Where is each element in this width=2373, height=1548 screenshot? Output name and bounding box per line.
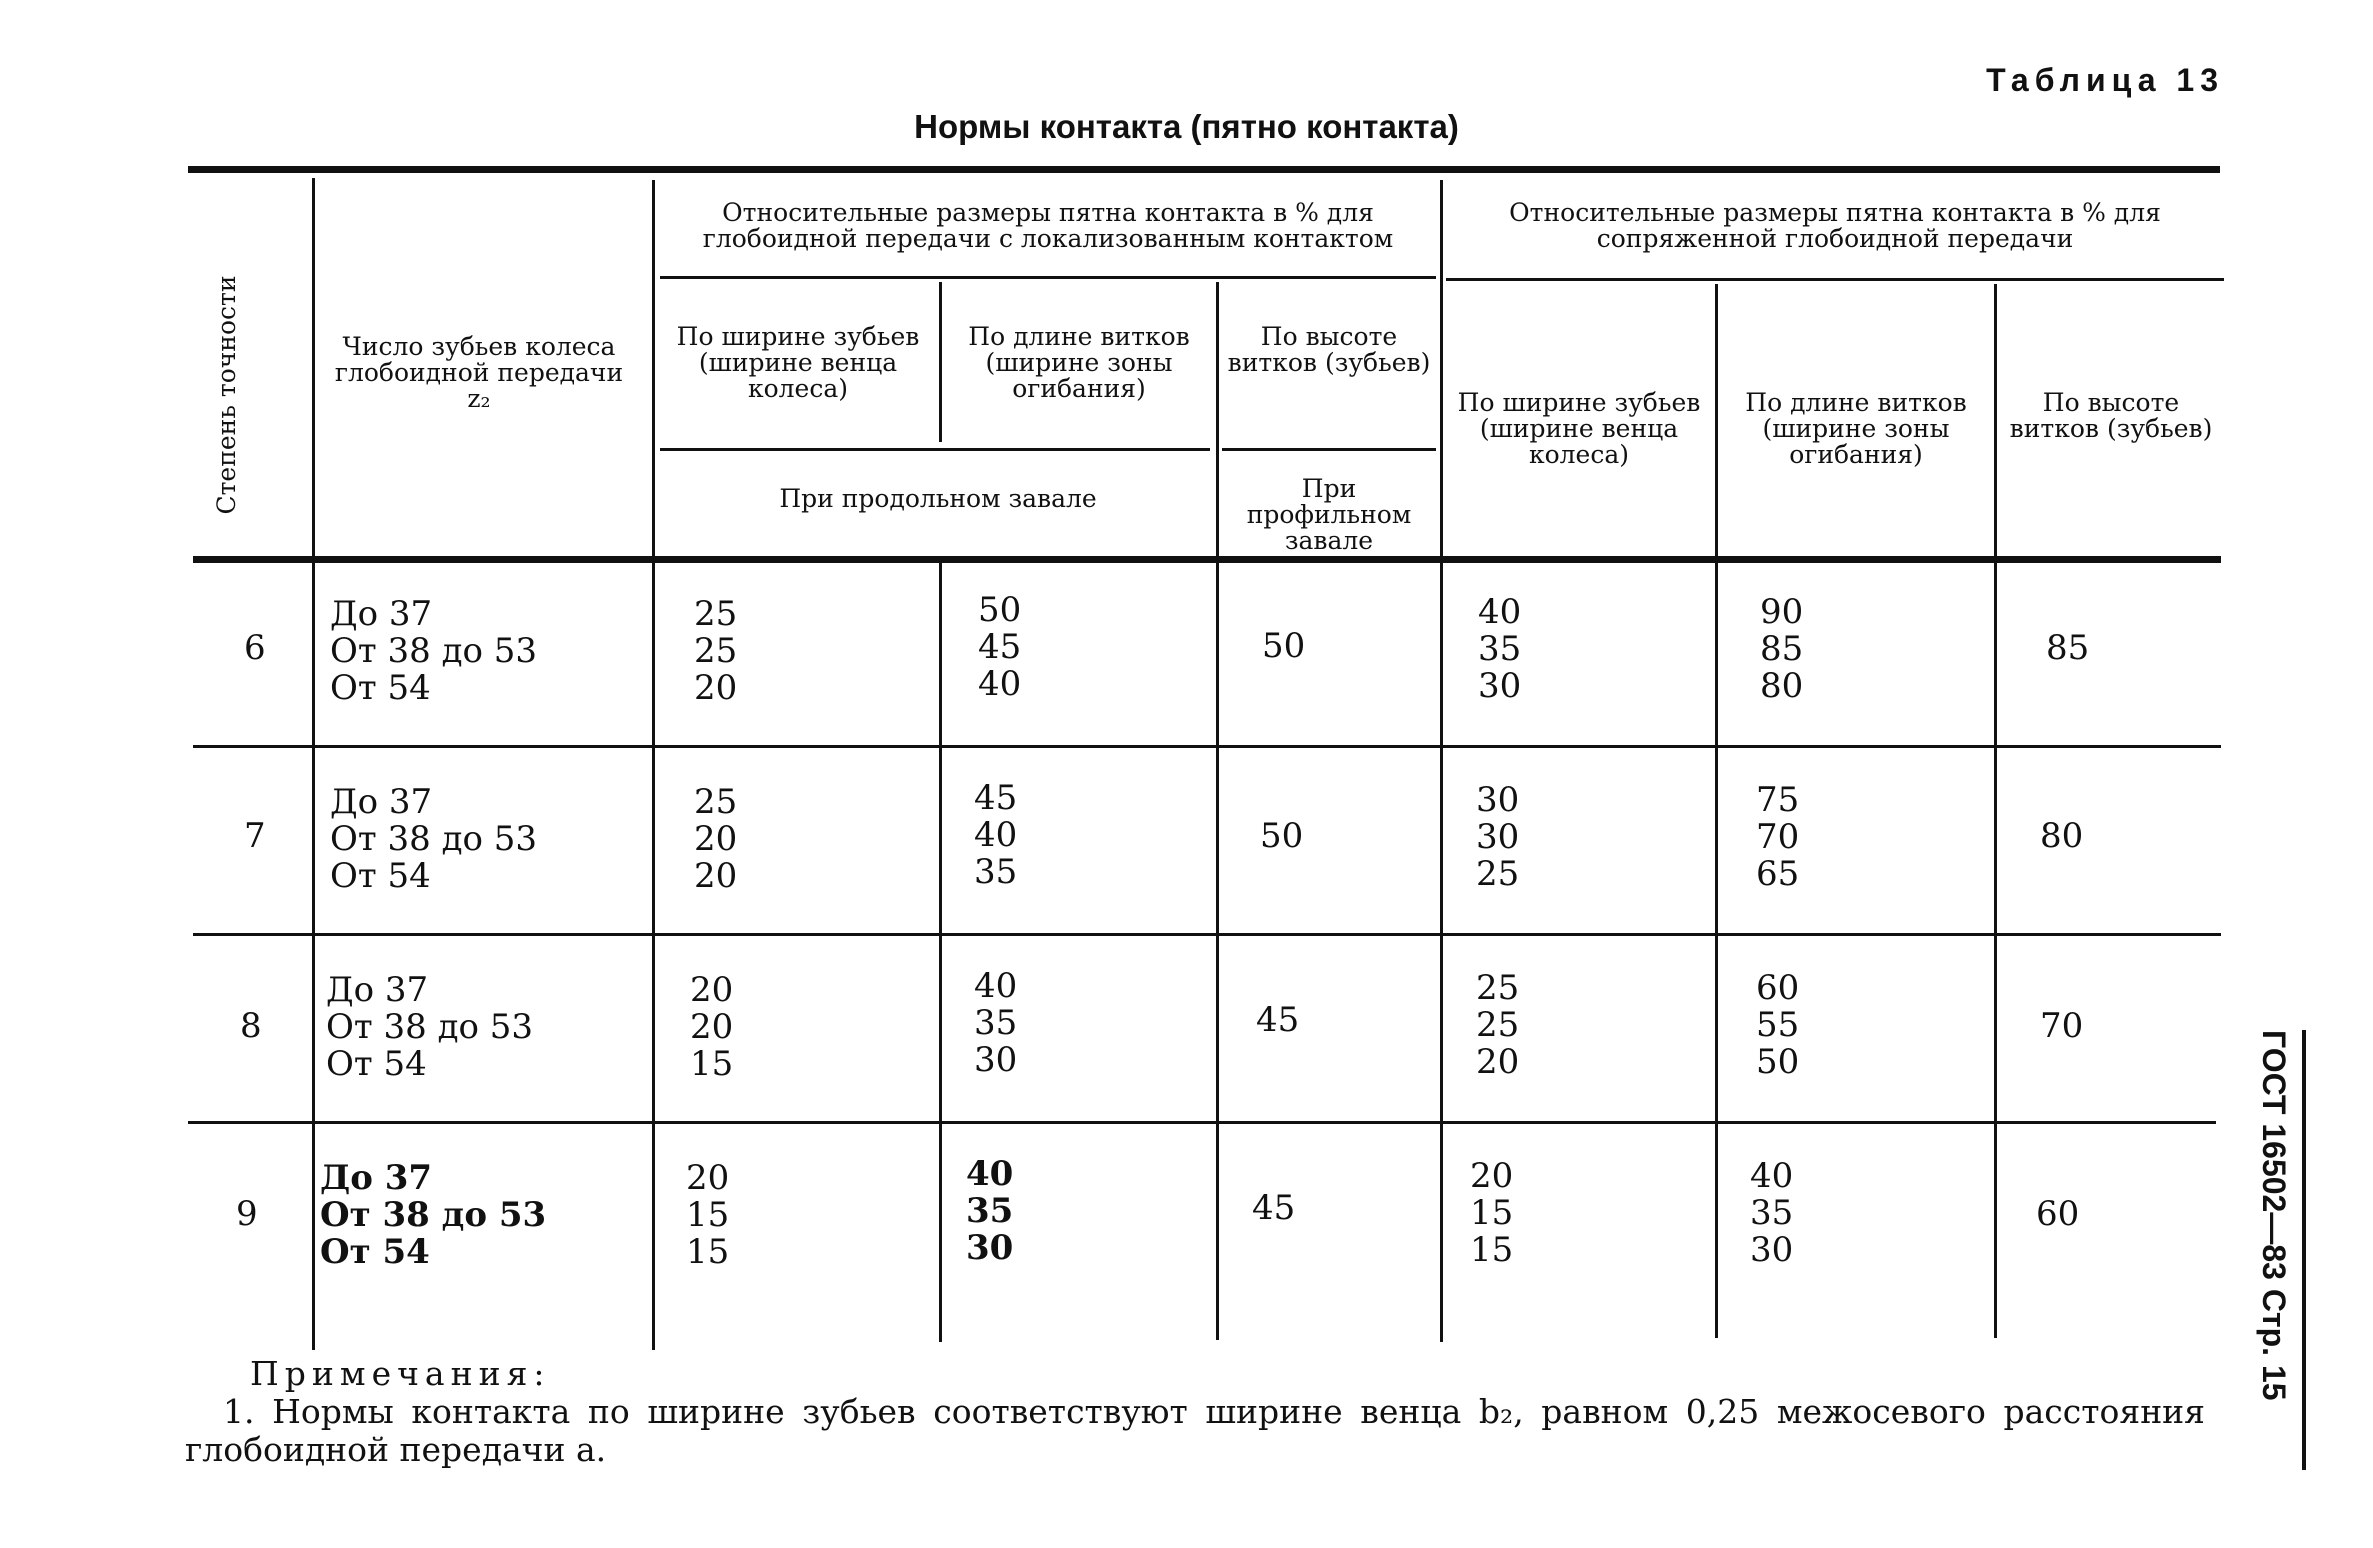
conj-height-cell: 60 bbox=[2036, 1194, 2080, 1234]
col-rule-3 bbox=[939, 282, 942, 442]
header-longitudinal-fold: При продольном завале bbox=[779, 484, 1097, 513]
loc-length-cell: 40 35 30 bbox=[974, 966, 1018, 1080]
header-profile-fold: При профильном завале bbox=[1246, 474, 1412, 555]
grade-cell: 6 bbox=[244, 628, 266, 668]
teeth-cell: До 37 От 38 до 53 От 54 bbox=[330, 594, 538, 708]
loc-length-cell: 45 40 35 bbox=[974, 778, 1018, 892]
loc-length-cell: 40 35 30 bbox=[966, 1154, 1014, 1268]
loc-height-cell: 50 bbox=[1260, 816, 1304, 856]
header-local-length: По длине витков (ширине зоны огибания) bbox=[968, 322, 1190, 403]
conj-width-cell: 30 30 25 bbox=[1476, 780, 1520, 894]
loc-width-cell: 25 25 20 bbox=[694, 594, 738, 708]
header-local-height: По высоте витков (зубьев) bbox=[1227, 322, 1431, 377]
conj-length-cell: 60 55 50 bbox=[1756, 968, 1800, 1082]
col-rule-1 bbox=[312, 178, 315, 1350]
col-rule-4 bbox=[1216, 282, 1219, 1340]
header-conj-width: По ширине зубьев (ширине венца колеса) bbox=[1457, 388, 1701, 469]
grade-cell: 9 bbox=[236, 1194, 258, 1234]
header-local-width: По ширине зубьев (ширине венца колеса) bbox=[676, 322, 920, 403]
loc-height-cell: 50 bbox=[1262, 626, 1306, 666]
conj-length-cell: 90 85 80 bbox=[1760, 592, 1804, 706]
table-title: Нормы контакта (пятно контакта) bbox=[914, 108, 1459, 145]
header-conj-length: По длине витков (ширине зоны огибания) bbox=[1745, 388, 1967, 469]
conj-width-cell: 40 35 30 bbox=[1478, 592, 1522, 706]
subhead-profile-rule bbox=[1222, 448, 1436, 451]
loc-width-cell: 20 15 15 bbox=[686, 1158, 730, 1272]
conj-height-cell: 80 bbox=[2040, 816, 2084, 856]
notes-section bbox=[185, 1355, 2205, 1469]
group-local-rule bbox=[660, 276, 1436, 279]
header-accuracy-grade: Степень точности bbox=[212, 275, 241, 515]
note-1: 1. Нормы контакта по ширине зубьев соответствуют ширине венца b₂, равном 0,25 межосевого расстояния глобоидной передачи a. bbox=[185, 1392, 2205, 1469]
header-teeth-number: Число зубьев колеса глобоидной передачи z₂ bbox=[334, 332, 624, 413]
row-sep bbox=[193, 745, 2221, 748]
header-conj-height: По высоте витков (зубьев) bbox=[2009, 388, 2213, 443]
group-conj-rule bbox=[1446, 278, 2224, 281]
table-top-rule bbox=[188, 166, 2220, 173]
conj-length-cell: 75 70 65 bbox=[1756, 780, 1800, 894]
header-bottom-rule bbox=[193, 556, 2221, 563]
loc-width-cell: 20 20 15 bbox=[690, 970, 734, 1084]
teeth-cell: До 37 От 38 до 53 От 54 bbox=[326, 970, 534, 1084]
page-side-label: ГОСТ 16502—83 Стр. 15 bbox=[2255, 1030, 2306, 1470]
col-rule-6 bbox=[1715, 284, 1718, 1338]
loc-height-cell: 45 bbox=[1256, 1000, 1300, 1040]
notes-title: Примечания: bbox=[250, 1354, 551, 1393]
teeth-cell: До 37 От 38 до 53 От 54 bbox=[320, 1158, 547, 1272]
row-sep bbox=[188, 1121, 2216, 1124]
conj-height-cell: 70 bbox=[2040, 1006, 2084, 1046]
row-sep bbox=[193, 933, 2221, 936]
col-rule-3b bbox=[939, 562, 942, 1342]
teeth-cell: До 37 От 38 до 53 От 54 bbox=[330, 782, 538, 896]
grade-cell: 8 bbox=[240, 1006, 262, 1046]
conj-width-cell: 25 25 20 bbox=[1476, 968, 1520, 1082]
conj-length-cell: 40 35 30 bbox=[1750, 1156, 1794, 1270]
conj-width-cell: 20 15 15 bbox=[1470, 1156, 1514, 1270]
conj-height-cell: 85 bbox=[2046, 628, 2090, 668]
col-rule-7 bbox=[1994, 284, 1997, 1338]
subhead-local-rule bbox=[660, 448, 1210, 451]
table-number: Таблица 13 bbox=[1986, 62, 2224, 98]
col-rule-2 bbox=[652, 180, 655, 1350]
loc-length-cell: 50 45 40 bbox=[978, 590, 1022, 704]
header-group-localized: Относительные размеры пятна контакта в % для глобоидной передачи с локализованным контактом bbox=[702, 198, 1394, 253]
grade-cell: 7 bbox=[244, 816, 266, 856]
col-rule-5 bbox=[1440, 180, 1443, 1342]
loc-width-cell: 25 20 20 bbox=[694, 782, 738, 896]
loc-height-cell: 45 bbox=[1252, 1188, 1296, 1228]
header-group-conjugate: Относительные размеры пятна контакта в % для сопряженной глобоидной передачи bbox=[1509, 198, 2161, 253]
